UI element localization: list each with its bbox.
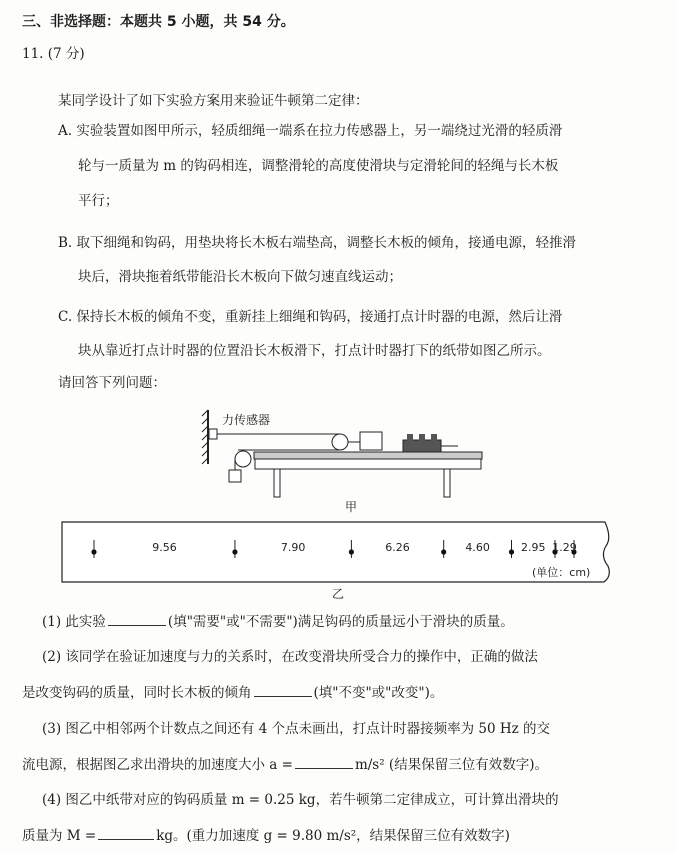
sensor-label: 力传感器 bbox=[222, 413, 271, 427]
question-number: 11. (7 分) bbox=[22, 46, 85, 62]
q4-line2 bbox=[22, 825, 510, 846]
segment-label: 1.29 bbox=[552, 541, 577, 554]
slider-block bbox=[360, 432, 382, 450]
q2-line2 bbox=[22, 682, 443, 703]
table-leg-right bbox=[444, 469, 450, 497]
segment-label: 2.95 bbox=[520, 541, 546, 554]
step-a-line1: A. 实验装置如图甲所示，轻质细绳一端系在拉力传感器上，另一端绕过光滑的轻质滑 bbox=[58, 123, 563, 139]
q2-text-before: 是改变钩码的质量，同时长木板的倾角 bbox=[22, 685, 252, 701]
q4-line1: (4) 图乙中纸带对应的钩码质量 m = 0.25 kg，若牛顿第二定律成立，可计算出滑块的 bbox=[42, 792, 559, 808]
step-a-line3: 平行； bbox=[78, 193, 119, 209]
step-a-line2: 轮与一质量为 m 的钩码相连，调整滑轮的高度使滑块与定滑轮间的轻绳与长木板 bbox=[78, 158, 559, 174]
figure-yi-tape bbox=[60, 518, 616, 602]
hook-weight bbox=[229, 470, 241, 482]
q1 bbox=[42, 611, 514, 632]
q1-answer-blank[interactable] bbox=[108, 611, 166, 626]
segment-label: 9.56 bbox=[152, 541, 177, 554]
q3-answer-blank[interactable] bbox=[295, 754, 353, 769]
step-b-line1: B. 取下细绳和钩码，用垫块将长木板右端垫高，调整长木板的倾角，接通电源，轻推滑 bbox=[58, 235, 577, 251]
q4-answer-blank[interactable] bbox=[98, 825, 154, 840]
q2-text-after: (填"不变"或"改变")。 bbox=[313, 685, 444, 701]
long-board bbox=[254, 452, 482, 459]
figure-jia-caption: 甲 bbox=[345, 500, 358, 514]
figure-yi-caption: 乙 bbox=[332, 587, 345, 601]
q4-text-after: kg。(重力加速度 g = 9.80 m/s²，结果保留三位有效数字) bbox=[156, 828, 510, 844]
tape-dot bbox=[441, 549, 446, 554]
q3-text-after: m/s² (结果保留三位有效数字)。 bbox=[354, 757, 548, 773]
tape-dot bbox=[509, 549, 514, 554]
movable-pulley bbox=[332, 434, 348, 450]
tape-dot bbox=[91, 549, 96, 554]
weight-tab-1 bbox=[407, 434, 413, 442]
q1-text-before: (1) 此实验 bbox=[42, 614, 106, 630]
force-sensor bbox=[209, 429, 217, 439]
figure-jia-apparatus bbox=[200, 404, 490, 516]
weight-tab-3 bbox=[431, 434, 437, 442]
segment-label: 4.60 bbox=[465, 541, 490, 554]
segment-label: 7.90 bbox=[280, 541, 306, 554]
unit-label: (单位：cm) bbox=[532, 566, 591, 579]
table-leg-left bbox=[274, 469, 280, 497]
fixed-pulley bbox=[235, 451, 251, 467]
q3-line1: (3) 图乙中相邻两个计数点之间还有 4 个点未画出，打点计时器接频率为 50 Hz 的交 bbox=[42, 721, 551, 737]
question-intro: 某同学设计了如下实验方案用来验证牛顿第二定律： bbox=[58, 93, 369, 109]
tape-dot bbox=[349, 549, 354, 554]
step-c-line2: 块从靠近打点计时器的位置沿长木板滑下，打点计时器打下的纸带如图乙所示。 bbox=[78, 343, 551, 359]
section-header: 三、非选择题：本题共 5 小题，共 54 分。 bbox=[22, 14, 295, 30]
weight-tab-2 bbox=[419, 434, 425, 442]
q3-text-before: 流电源，根据图乙求出滑块的加速度大小 a = bbox=[22, 757, 293, 773]
step-b-line2: 块后，滑块拖着纸带能沿长木板向下做匀速直线运动； bbox=[78, 269, 402, 285]
q2-line1: (2) 该同学在验证加速度与力的关系时，在改变滑块所受合力的操作中，正确的做法 bbox=[42, 649, 538, 665]
q2-answer-blank[interactable] bbox=[254, 682, 312, 697]
q4-text-before: 质量为 M = bbox=[22, 828, 97, 844]
segment-label: 6.26 bbox=[385, 541, 410, 554]
tape-dot bbox=[232, 549, 237, 554]
table-top bbox=[255, 459, 481, 469]
q3-line2 bbox=[22, 754, 548, 775]
q1-text-after: (填"需要"或"不需要")满足钩码的质量远小于滑块的质量。 bbox=[167, 614, 514, 630]
step-c-line1: C. 保持长木板的倾角不变，重新挂上细绳和钩码，接通打点计时器的电源，然后让滑 bbox=[58, 309, 563, 325]
prompt: 请回答下列问题： bbox=[58, 375, 166, 391]
